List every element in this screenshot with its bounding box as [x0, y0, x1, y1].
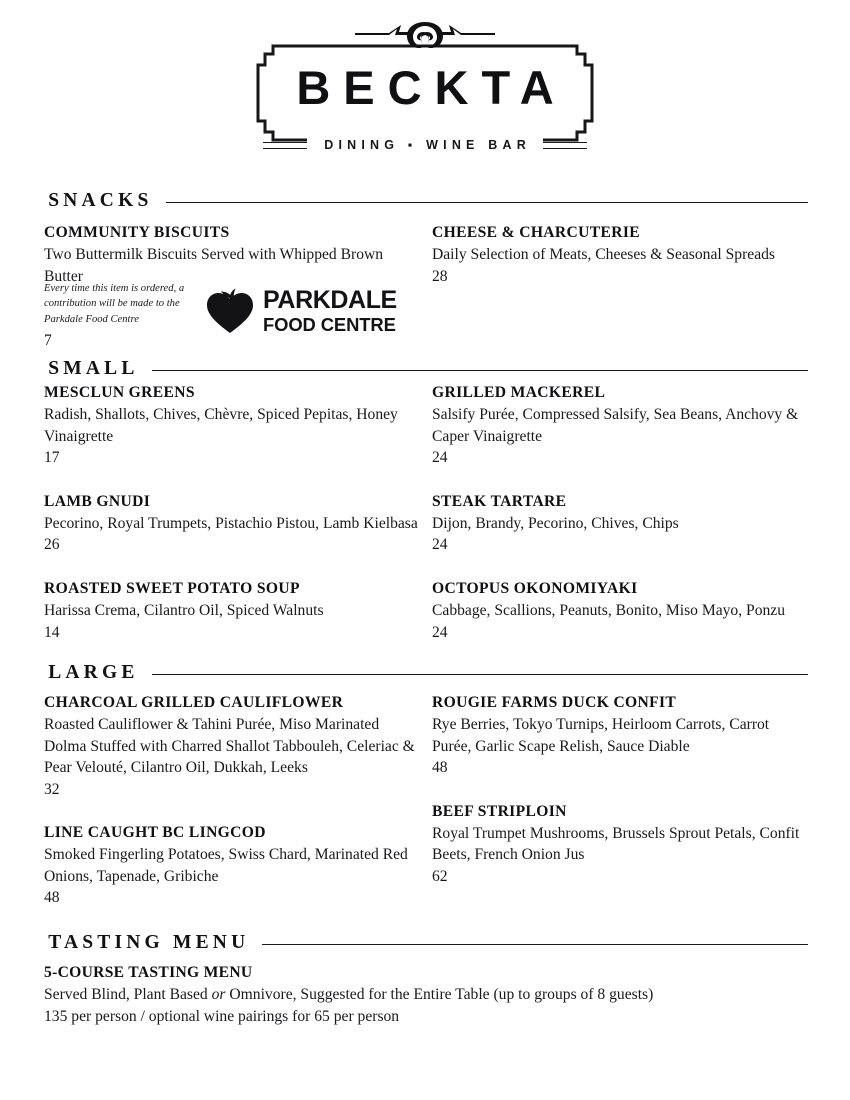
item-price: 17 [44, 449, 60, 467]
item-name: MESCLUN GREENS [44, 384, 195, 401]
item-description: Smoked Fingerling Potatoes, Swiss Chard, Marinated Red Onions, Tapenade, Gribiche [44, 846, 408, 885]
tasting-desc-after: Omnivore, Suggested for the Entire Table (up to groups of 8 guests) [225, 986, 654, 1004]
heart-leaf-icon [205, 286, 255, 336]
section-header-tasting-menu [44, 932, 808, 954]
parkdale-food-centre-logo [205, 286, 401, 336]
section-rule-large [152, 674, 808, 675]
item-name: STEAK TARTARE [432, 492, 567, 510]
item-price: 7 [44, 332, 52, 349]
item-price: 14 [44, 623, 60, 641]
section-header-snacks [44, 190, 808, 212]
logo-tagline: DINING ▪ WINE BAR [307, 138, 543, 152]
small-left-column [44, 382, 424, 643]
item-name: LINE CAUGHT BC LINGCOD [44, 824, 266, 842]
tasting-menu-item [44, 962, 808, 1028]
menu-item [44, 491, 424, 556]
item-description: Dijon, Brandy, Pecorino, Chives, Chips [432, 514, 679, 532]
section-rule-tasting-menu [262, 944, 808, 945]
item-name: CHARCOAL GRILLED CAULIFLOWER [44, 694, 344, 711]
menu-item [44, 692, 424, 800]
section-header-small [44, 358, 808, 380]
item-name: GRILLED MACKEREL [432, 384, 606, 401]
snacks-left-column [44, 222, 424, 287]
tasting-desc-before: Served Blind, Plant Based [44, 986, 212, 1004]
menu-item [432, 222, 808, 287]
tagline-rule-right [543, 142, 587, 149]
item-description: Radish, Shallots, Chives, Chèvre, Spiced Pepitas, Honey Vinaigrette [44, 406, 398, 445]
menu-item [44, 222, 424, 287]
item-price: 24 [432, 623, 448, 641]
item-name: CHEESE & CHARCUTERIE [432, 224, 641, 241]
section-rule-small [152, 370, 808, 371]
menu-item [432, 692, 808, 779]
item-description: Roasted Cauliflower & Tahini Purée, Miso Marinated Dolma Stuffed with Charred Shallot Tabbouleh, Celeriac & Pear Velouté, Cilantro Oil, Dukkah, Leeks [44, 716, 415, 777]
item-price: 24 [432, 536, 448, 554]
section-title-large: LARGE [48, 662, 139, 683]
item-description: Pecorino, Royal Trumpets, Pistachio Pistou, Lamb Kielbasa [44, 514, 418, 532]
menu-item [432, 801, 808, 888]
item-price: 24 [432, 449, 448, 467]
item-note: Every time this item is ordered, a contribution will be made to the Parkdale Food Centre [44, 283, 185, 325]
logo-wordmark: BECKTA [296, 61, 567, 114]
item-price: 32 [44, 780, 60, 798]
menu-item [44, 822, 424, 909]
large-left-column [44, 692, 424, 909]
parkdale-name-top: PARKDALE [263, 285, 397, 314]
small-right-column [432, 382, 808, 643]
parkdale-wordmark [263, 285, 397, 335]
item-name: LAMB GNUDI [44, 492, 151, 510]
item-name: OCTOPUS OKONOMIYAKI [432, 579, 638, 597]
item-description: Daily Selection of Meats, Cheeses & Seasonal Spreads [432, 246, 775, 264]
ornamental-flourish-icon [355, 20, 495, 54]
item-description: Two Buttermilk Biscuits Served with Whipped Brown Butter [44, 246, 384, 285]
menu-item [432, 491, 808, 556]
item-name: 5-COURSE TASTING MENU [44, 964, 253, 981]
item-description: Royal Trumpet Mushrooms, Brussels Sprout Petals, Confit Beets, French Onion Jus [432, 824, 800, 864]
item-price: 28 [432, 267, 448, 285]
snacks-right-column [432, 222, 808, 287]
menu-item [44, 578, 424, 643]
section-rule-snacks [166, 202, 809, 203]
item-price: 48 [44, 889, 60, 907]
item-price: 48 [432, 759, 448, 777]
tagline-rule-left [263, 142, 307, 149]
parkdale-name-bottom: FOOD CENTRE [263, 313, 396, 335]
menu-item [44, 382, 424, 469]
item-description: Rye Berries, Tokyo Turnips, Heirloom Carrots, Carrot Purée, Garlic Scape Relish, Sauce Diable [432, 716, 770, 755]
section-title-tasting-menu: TASTING MENU [48, 932, 250, 953]
item-description: Cabbage, Scallions, Peanuts, Bonito, Miso Mayo, Ponzu [432, 602, 786, 619]
section-header-large [44, 662, 808, 684]
section-title-snacks: SNACKS [48, 190, 153, 211]
item-name: COMMUNITY BISCUITS [44, 224, 230, 241]
item-description: Salsify Purée, Compressed Salsify, Sea Beans, Anchovy & Caper Vinaigrette [432, 406, 799, 445]
item-price: 26 [44, 536, 60, 554]
item-description [44, 984, 808, 1006]
item-name: ROASTED SWEET POTATO SOUP [44, 579, 300, 597]
item-description: Harissa Crema, Cilantro Oil, Spiced Walnuts [44, 602, 324, 619]
item-name: ROUGIE FARMS DUCK CONFIT [432, 694, 677, 711]
tasting-desc-or: or [211, 986, 226, 1004]
item-name: BEEF STRIPLOIN [432, 802, 567, 820]
large-right-column [432, 692, 808, 887]
snacks-biscuit-note-block [44, 281, 204, 327]
item-price: 62 [432, 867, 448, 885]
item-price: 135 per person / optional wine pairings for 65 per person [44, 1007, 400, 1025]
section-title-small: SMALL [48, 358, 139, 379]
restaurant-logo [0, 20, 850, 152]
logo-tagline-row [0, 138, 850, 152]
menu-item [432, 578, 808, 643]
menu-item [432, 382, 808, 469]
